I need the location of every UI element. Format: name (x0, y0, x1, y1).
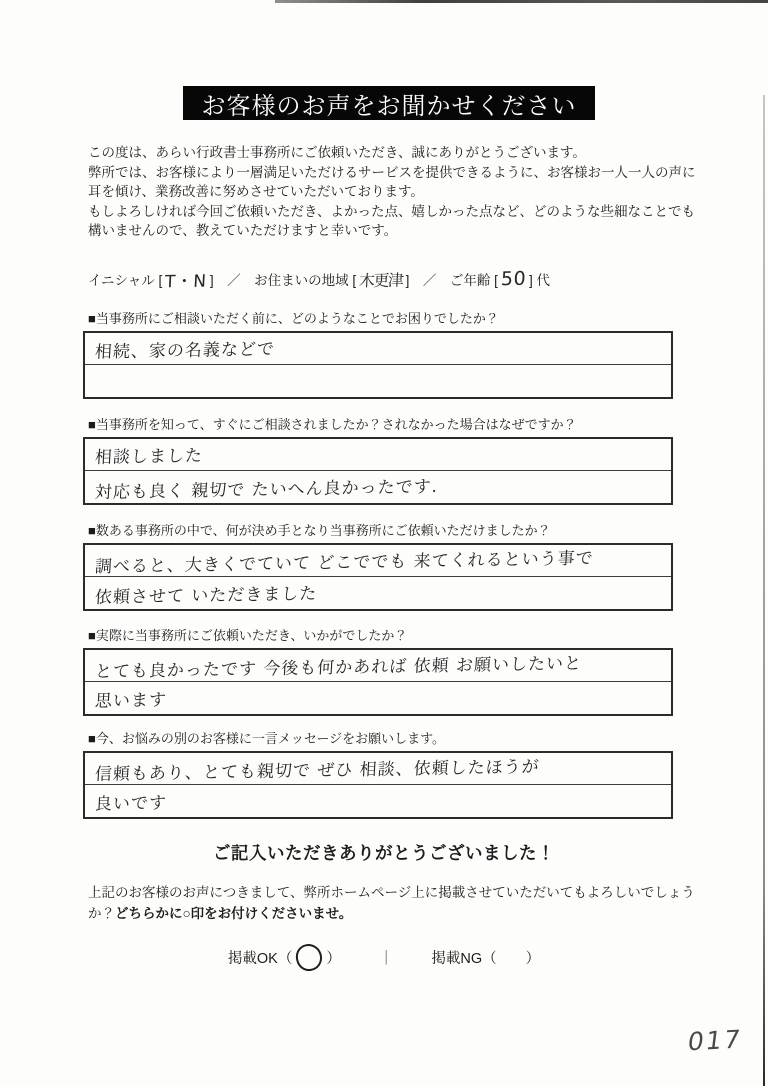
handwritten-ok-circle (294, 942, 324, 973)
region-value-handwritten: 木更津 (358, 270, 404, 290)
question-5-label: ■今、お悩みの別のお客様に一言メッセージをお願いします。 (88, 731, 446, 746)
question-5-answer-line-2: 良いです (94, 792, 168, 815)
initial-value-handwritten: T・N (164, 271, 208, 292)
answer-row (85, 753, 671, 785)
publication-choice-row (0, 944, 768, 971)
question-1-answer-line-1: 相続、家の名義などで (94, 339, 276, 363)
question-3-answer-line-2: 依頼させて いただきました (94, 583, 318, 608)
intro-line-1: この度は、あらい行政書士事務所にご依頼いただき、誠にありがとうございます。 (88, 145, 586, 160)
intro-paragraph (88, 143, 698, 241)
age-value-handwritten: 50 (500, 267, 527, 291)
age-suffix: ] 代 (529, 273, 551, 288)
question-block-4 (83, 627, 673, 716)
question-2-answer-line-2: 対応も良く 親切で たいへん良かったです. (94, 476, 439, 503)
choice-ng (431, 947, 540, 968)
question-1-label: ■当事務所にご相談いただく前に、どのようなことでお困りでしたか？ (88, 311, 499, 326)
scan-artifact-right (763, 95, 765, 1086)
answer-row (85, 471, 671, 503)
intro-line-2: 弊所では、お客様により一層満足いただけるサービスを提供できるように、お客様お一人一人の声に耳を傾け、業務改善に努めさせていただいております。 (88, 164, 696, 199)
answer-row (85, 439, 671, 471)
question-2-label: ■当事務所を知って、すぐにご相談されましたか？されなかった場合はなぜですか？ (88, 417, 577, 432)
thanks-message: ご記入いただきありがとうございました！ (213, 843, 555, 863)
answer-row (85, 785, 671, 817)
question-block-5 (83, 730, 673, 819)
question-2-answer-box (83, 437, 673, 505)
permission-text-bold: どちらかに○印をお付けくださいませ。 (115, 906, 353, 921)
question-block-3 (83, 522, 673, 611)
answer-row (85, 365, 671, 397)
respondent-profile-line (88, 262, 708, 296)
choice-ng-label: 掲載NG（ ） (431, 951, 541, 967)
question-block-2 (83, 416, 673, 505)
answer-row (85, 682, 671, 714)
answer-row (85, 333, 671, 365)
question-3-answer-line-1: 調べると、大きくでていて どこででも 来てくれるという事で (94, 548, 595, 578)
question-5-answer-box (83, 751, 673, 819)
question-2-answer-line-1: 相談しました (94, 446, 204, 468)
scan-artifact-top (275, 0, 768, 3)
answer-row (85, 650, 671, 682)
question-4-label: ■実際に当事務所にご依頼いただき、いかがでしたか？ (88, 628, 408, 643)
question-5-answer-line-1: 信頼もあり、とても親切で ぜひ 相談、依頼したほうが (94, 757, 541, 785)
permission-text-normal: 上記のお客様のお声につきまして、弊所ホームページ上に掲載させていただいてもよろしいでしょうか？ (88, 885, 695, 921)
handwritten-page-number: 017 (685, 1024, 744, 1057)
intro-line-3: もしよろしければ今回ご依頼いただき、よかった点、嬉しかった点など、どのような些細なことでも構いませんので、教えていただけますと幸いです。 (88, 203, 695, 238)
region-label: ] ／ お住まいの地域 [ (209, 273, 357, 288)
question-4-answer-box (83, 648, 673, 716)
question-block-1 (83, 310, 673, 399)
question-1-answer-box (83, 331, 673, 399)
choice-divider: ｜ (378, 951, 394, 967)
age-label: ] ／ ご年齢 [ (405, 273, 498, 288)
initial-label: イニシャル [ (88, 273, 163, 288)
publication-permission-text (88, 882, 700, 924)
answer-row (85, 545, 671, 577)
answer-row (85, 577, 671, 609)
choice-ok-label: 掲載OK（ (227, 951, 293, 967)
question-4-answer-line-1: とても良かったです 今後も何かあれば 依頼 お願いしたいと (94, 653, 583, 683)
question-3-answer-box (83, 543, 673, 611)
form-title-banner: お客様のお声をお聞かせください (183, 86, 595, 120)
choice-ok (228, 944, 341, 971)
choice-ok-close: ） (326, 951, 341, 967)
question-4-answer-line-2: 思います (94, 689, 168, 712)
question-3-label: ■数ある事務所の中で、何が決め手となり当事務所にご依頼いただけましたか？ (88, 523, 551, 538)
